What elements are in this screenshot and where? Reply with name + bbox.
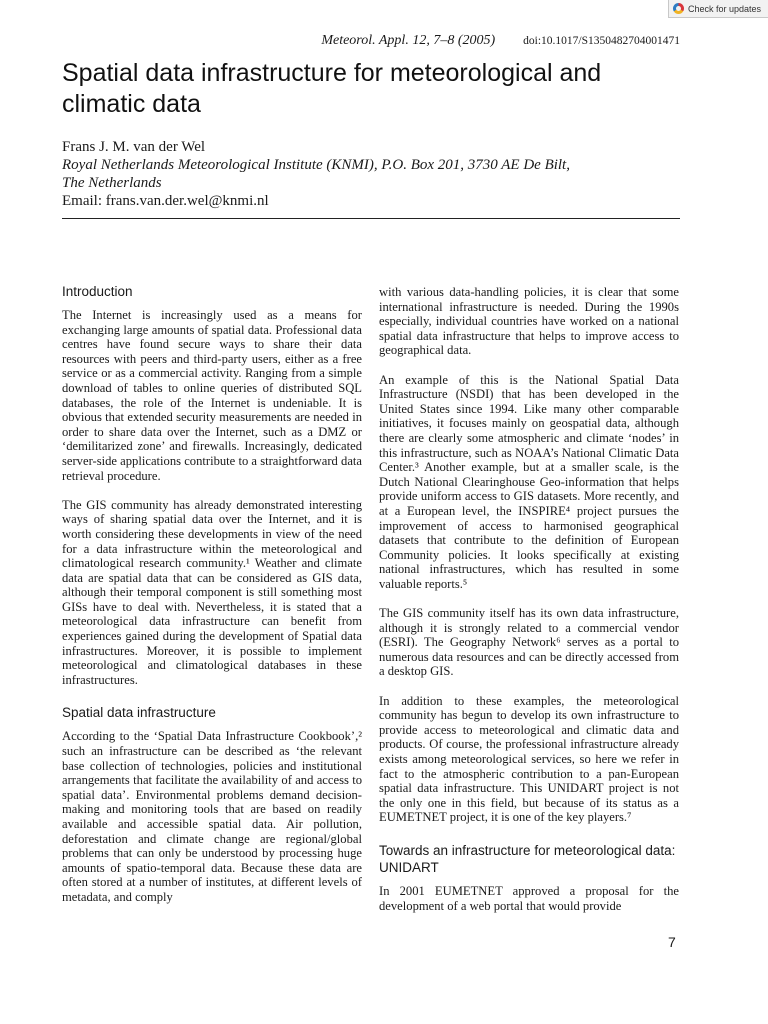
paragraph: An example of this is the National Spatial Data Infrastructure (NSDI) that has been developed in the United States since 1994. Like many other comparable initiatives, it focuses mainly on geospatial data, although there are clearly some atmospheric and climate ‘nodes’ in this infrastructure, such as NOAA’s National Climatic Data Center.³ Another example, but at a smaller scale, is the Dutch National Clearinghouse Geo-information that helps provide uniform access to GIS datasets. More recently, and at a European level, the INSPIRE⁴ project pursues the improvement of access to harmonised geographical datasets that contribute to the definition of European Community policies. It looks specifically at existing national infrastructures, which has resulted in some valuable reports.⁵ (379, 372, 679, 591)
left-column (62, 283, 362, 919)
page-number: 7 (668, 934, 676, 950)
author-email: Email: frans.van.der.wel@knmi.nl (62, 193, 269, 209)
paragraph: with various data-handling policies, it is clear that some international infrastructure is needed. During the 1990s especially, individual countries have worked on a national spatial data infrastructure that helps to improve access to geographical data. (379, 285, 679, 358)
running-header (0, 33, 680, 49)
paragraph: In 2001 EUMETNET approved a proposal for the development of a web portal that would provide (379, 883, 679, 913)
author-block (62, 138, 682, 210)
affiliation-line-2: The Netherlands (62, 175, 162, 191)
paragraph: The GIS community has already demonstrated interesting ways of sharing spatial data over the Internet, and it is worth considering these developments in view of the need for a data infrastructure within the meteorological and climatological research community.¹ Weather and climate data are spatial data that can be considered as GIS data, although their temporal component is still something most GISs have to deal with. Nevertheless, it is stated that a meteorological data infrastructure can benefit from experiences gained during the development of Spatial data infrastructures. Moreover, it is possible to implement meteorological and climatological databases in these infrastructures. (62, 497, 362, 687)
crossmark-icon (673, 3, 684, 14)
heading-towards-infrastructure: Towards an infrastructure for meteorological data: UNIDART (379, 842, 676, 875)
paragraph: In addition to these examples, the meteorological community has begun to develop its own infrastructure to provide access to meteorological and climatic data and products. Of course, the professional infrastructure already exists among meteorological services, so here we refer in fact to the atmospheric contribution to a pan-European spatial data infrastructure. This UNIDART project is not the only one in this field, but because of its status as a EUMETNET project, it is one of the key players.⁷ (379, 693, 679, 825)
heading-spatial-data-infrastructure: Spatial data infrastructure (62, 705, 216, 721)
author-name: Frans J. M. van der Wel (62, 139, 206, 155)
heading-introduction: Introduction (62, 284, 133, 299)
check-for-updates-button[interactable] (668, 0, 768, 18)
check-for-updates-label: Check for updates (688, 3, 762, 14)
journal-citation: Meteorol. Appl. 12, 7–8 (2005) (321, 33, 496, 48)
right-column (379, 285, 679, 928)
paragraph: According to the ‘Spatial Data Infrastructure Cookbook’,² such an infrastructure can be described as ‘the relevant base collection of technologies, policies and institutional arrangements that facilitate the availability of and access to spatial data’. Environmental problems demand decision-making and monitoring tools that are based on readily available and accessible spatial data. Air pollution, deforestation and climate change are regional/global problems that can only be understood by processing huge amounts of spatio-temporal data. Because these data are often stored at a number of institutes, at different levels of metadata, and comply (62, 729, 362, 904)
paragraph: The Internet is increasingly used as a means for exchanging large amounts of spatial data. Professional data centres have found secure ways to share their data resources with peers and third-party users, either as a free service or as a commercial activity. Ranging from a simple download of tables to online queries of distributed SQL databases, the role of the Internet is undeniable. It is obvious that extended security measurements are needed in order to share data over the Internet, such as a DMZ or ‘demilitarized zone’ and firewalls. Increasingly, dedicated server-side applications contribute to a straightforward data retrieval procedure. (62, 308, 362, 483)
doi: doi:10.1017/S1350482704001471 (523, 35, 680, 47)
paragraph: The GIS community itself has its own data infrastructure, although it is strongly related to a commercial vendor (ESRI). The Geography Network⁶ serves as a portal to numerous data resources and can be directly accessed from a desktop GIS. (379, 606, 679, 679)
header-divider (62, 218, 680, 219)
article-title: Spatial data infrastructure for meteorological and climatic data (62, 59, 602, 118)
affiliation-line-1: Royal Netherlands Meteorological Institute (KNMI), P.O. Box 201, 3730 AE De Bilt, (62, 157, 570, 173)
